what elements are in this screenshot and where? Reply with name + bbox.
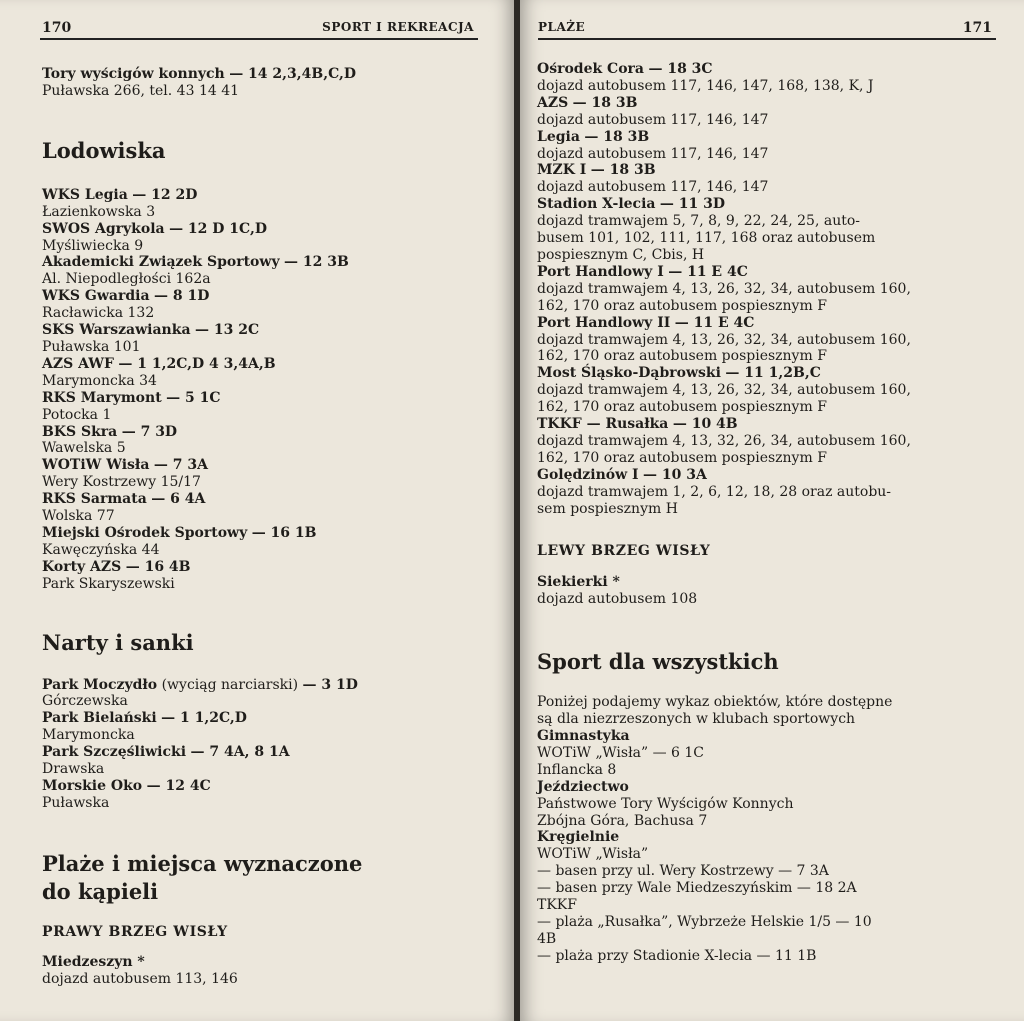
entry-name: RKS Marymont: [42, 389, 162, 406]
entry-name: Most Śląsko-Dąbrowski: [537, 365, 721, 382]
sport-detail: WOTiW „Wisła” — 6 1C: [537, 744, 705, 761]
entry-ref: — 7 3A: [153, 457, 208, 474]
list-item: [42, 322, 482, 339]
entry-address: Łazienkowska 3: [42, 203, 156, 220]
entry-ref: — 12 4C: [146, 778, 211, 794]
page-number: 170: [42, 20, 72, 36]
lodowiska-list: [42, 187, 482, 593]
entry-ref: — 10 4B: [672, 416, 738, 433]
list-item: [42, 491, 482, 508]
entry-detail: 162, 170 oraz autobusem pospiesznym F: [537, 399, 827, 416]
entry-address: Puławska 101: [42, 338, 141, 355]
sport-detail: — basen przy Wale Miedzeszyńskim — 18 2A: [537, 880, 857, 897]
right-content: [537, 61, 999, 965]
entry-name: Morskie Oko: [42, 778, 143, 794]
sport-detail: 4B: [537, 930, 557, 947]
entry-name: Legia: [537, 128, 580, 145]
list-item: [42, 288, 482, 305]
right-running-head: [538, 16, 996, 40]
sport-category: Gimnastyka: [537, 728, 630, 744]
entry-name: Ośrodek Cora: [537, 61, 644, 77]
entry-name: SKS Warszawianka: [42, 322, 191, 339]
entry-name: Golędzinów I: [537, 466, 639, 483]
entry-address: Park Skaryszewski: [42, 575, 175, 592]
entry-name: Port Handlowy II: [537, 314, 671, 331]
entry-extra: (wyciąg narciarski): [161, 676, 299, 693]
list-item: [537, 129, 999, 146]
entry-ref: — 10 3A: [643, 466, 707, 483]
entry-ref: — 7 4A, 8 1A: [190, 744, 290, 761]
sport-detail: Inflancka 8: [537, 761, 617, 778]
list-item: [42, 457, 482, 474]
entry-detail: dojazd autobusem 113, 146: [42, 970, 238, 987]
entry-ref: — 16 1B: [251, 524, 317, 541]
entry-name: SWOS Agrykola: [42, 220, 165, 237]
entry-detail: busem 101, 102, 111, 117, 168 oraz autobusem: [537, 230, 876, 247]
sport-detail: Zbójna Góra, Bachusa 7: [537, 812, 708, 829]
section-heading: Lodowiska: [42, 137, 166, 163]
entry-name: Tory wyścigów konnych: [42, 66, 225, 82]
entry-ref: — 7 3D: [121, 423, 178, 440]
list-item: [42, 221, 482, 238]
entry-detail: dojazd autobusem 117, 146, 147: [537, 179, 769, 196]
entry-address: Wawelska 5: [42, 440, 126, 457]
entry-name: Korty AZS: [42, 558, 122, 575]
entry-ref: — 8 1D: [153, 288, 210, 305]
entry-detail: dojazd autobusem 108: [537, 591, 698, 608]
entry-ref: — 16 4B: [125, 558, 191, 575]
entry-name: AZS: [537, 94, 569, 111]
entry-ref: — 1 1,2C,D: [161, 710, 247, 727]
list-item: [42, 744, 482, 761]
entry-detail: dojazd tramwajem 4, 13, 32, 26, 34, autobusem 160,: [537, 432, 911, 449]
entry-name: BKS Skra: [42, 423, 118, 440]
list-item: [537, 61, 999, 78]
running-title: SPORT I REKREACJA: [322, 20, 474, 34]
entry-address: Marymoncka: [42, 727, 135, 744]
entry-ref: — 12 3B: [284, 254, 349, 271]
entry-ref: — 18 3B: [572, 94, 638, 111]
entry-name: Miejski Ośrodek Sportowy: [42, 524, 248, 541]
sport-list: [537, 728, 999, 965]
intro-line: są dla niezrzeszonych w klubach sportowych: [537, 711, 856, 728]
entry-ref: — 12 D 1C,D: [169, 220, 267, 237]
entry-name: Stadion X-lecia: [537, 196, 656, 213]
entry-name: Park Bielański: [42, 710, 157, 727]
entry-ref: — 18 3C: [648, 61, 713, 77]
list-item: [42, 390, 482, 407]
list-item: [42, 424, 482, 441]
entry-address: Racławicka 132: [42, 305, 155, 322]
entry-address: Potocka 1: [42, 406, 112, 423]
entry-ref: — 13 2C: [194, 322, 260, 339]
entry-detail: 162, 170 oraz autobusem pospiesznym F: [537, 297, 827, 314]
entry-address: Kawęczyńska 44: [42, 541, 160, 558]
entry-ref: — 5 1C: [166, 389, 221, 406]
entry-ref: — 18 3B: [590, 162, 656, 179]
left-running-head: [40, 16, 478, 40]
entry-address: Wery Kostrzewy 15/17: [42, 474, 201, 491]
section-heading: do kąpieli: [42, 878, 159, 904]
entry-detail: pospiesznym C, Cbis, H: [537, 246, 705, 263]
entry-detail: dojazd autobusem 117, 146, 147, 168, 138, K, J: [537, 77, 874, 94]
entry-detail: dojazd autobusem 117, 146, 147: [537, 111, 769, 128]
list-item: [42, 356, 482, 373]
entry-detail: dojazd tramwajem 4, 13, 26, 32, 34, autobusem 160,: [537, 382, 911, 399]
entry-address: Al. Niepodległości 162a: [42, 271, 211, 288]
entry-name: WKS Legia: [42, 186, 128, 203]
list-item: [42, 254, 482, 271]
entry-name: Akademicki Związek Sportowy: [42, 254, 280, 271]
entry-name: WKS Gwardia: [42, 288, 150, 305]
entry-address: Drawska: [42, 761, 105, 778]
list-item: [537, 162, 999, 179]
entry-ref: — 3 1D: [302, 676, 358, 693]
entry-detail: dojazd tramwajem 4, 13, 26, 32, 34, autobusem 160,: [537, 280, 911, 297]
list-item: [42, 677, 482, 694]
entry-name: Park Szczęśliwicki: [42, 744, 187, 761]
entry-name-line: [42, 66, 482, 83]
subsection-heading: LEWY BRZEG WISŁY: [537, 543, 711, 560]
list-item: [42, 559, 482, 576]
page-number: 171: [962, 20, 992, 36]
entry-name: RKS Sarmata: [42, 491, 147, 508]
subsection-heading: PRAWY BRZEG WISŁY: [42, 923, 228, 940]
sport-detail: — plaża „Rusałka”, Wybrzeże Helskie 1/5 — 10: [537, 913, 872, 930]
entry-detail: dojazd tramwajem 4, 13, 26, 32, 34, autobusem 160,: [537, 331, 911, 348]
section-heading: Sport dla wszystkich: [537, 649, 779, 675]
entry-address: Marymoncka 34: [42, 372, 157, 389]
entry-address: Wolska 77: [42, 508, 115, 525]
sport-category: Kręgielnie: [537, 829, 620, 846]
entry-name: MZK I: [537, 162, 587, 179]
sport-detail: WOTiW „Wisła”: [537, 846, 649, 863]
sport-detail: — plaża przy Stadionie X-lecia — 11 1B: [537, 947, 817, 964]
entry-name: Port Handlowy I: [537, 263, 664, 280]
section-heading: Narty i sanki: [42, 629, 194, 655]
entry-ref: — 18 3B: [584, 128, 650, 145]
entry-name: Siekierki *: [537, 574, 620, 591]
list-item: [42, 710, 482, 727]
list-item: [42, 778, 482, 795]
list-item: [537, 315, 999, 332]
entry-detail: sem pospiesznym H: [537, 500, 678, 517]
entry-detail: dojazd autobusem 117, 146, 147: [537, 145, 769, 162]
list-item: [42, 525, 482, 542]
list-item: [537, 264, 999, 281]
list-item: [42, 187, 482, 204]
section-heading: Plaże i miejsca wyznaczone: [42, 850, 363, 876]
sport-detail: TKKF: [537, 897, 577, 914]
list-item: [537, 467, 999, 484]
entry-address: Puławska: [42, 794, 110, 811]
entry-ref: — 11 1,2B,C: [725, 365, 821, 382]
entry-ref: — 11 E 4C: [668, 263, 748, 280]
plaze-list: [537, 61, 999, 517]
list-item: [537, 365, 999, 382]
entry-name: AZS AWF: [42, 355, 114, 372]
entry-detail: dojazd tramwajem 5, 7, 8, 9, 22, 24, 25, auto-: [537, 213, 861, 230]
entry-ref: — 11 3D: [659, 196, 726, 213]
sport-category: Jeździectwo: [537, 778, 629, 795]
entry-detail: dojazd tramwajem 1, 2, 6, 12, 18, 28 oraz autobu-: [537, 483, 892, 500]
list-item: [537, 196, 999, 213]
narty-list: [42, 677, 482, 812]
intro-line: Poniżej podajemy wykaz obiektów, które dostępne: [537, 694, 893, 711]
left-content: [42, 66, 482, 988]
list-item: [537, 416, 999, 433]
entry-address: Puławska 266, tel. 43 14 41: [42, 82, 240, 99]
entry-ref: — 14 2,3,4B,C,D: [229, 66, 357, 82]
entry-address: Górczewska: [42, 693, 128, 710]
sport-detail: — basen przy ul. Wery Kostrzewy — 7 3A: [537, 863, 829, 880]
sport-detail: Państwowe Tory Wyścigów Konnych: [537, 795, 794, 812]
right-page: [520, 0, 1024, 1021]
entry-detail: 162, 170 oraz autobusem pospiesznym F: [537, 348, 827, 365]
entry-ref: — 12 2D: [132, 186, 198, 203]
entry-name: TKKF — Rusałka: [537, 416, 669, 433]
entry-ref: — 1 1,2C,D 4 3,4A,B: [118, 355, 276, 372]
list-item: [537, 95, 999, 112]
entry-name: WOTiW Wisła: [42, 457, 150, 474]
entry-name: Miedzeszyn *: [42, 953, 145, 970]
entry-ref: — 6 4A: [151, 491, 206, 508]
entry-address: Myśliwiecka 9: [42, 237, 144, 254]
running-title: PLAŻE: [538, 20, 586, 34]
entry-ref: — 11 E 4C: [674, 314, 755, 331]
entry-detail: 162, 170 oraz autobusem pospiesznym F: [537, 449, 827, 466]
entry-name: Park Moczydło: [42, 676, 158, 693]
